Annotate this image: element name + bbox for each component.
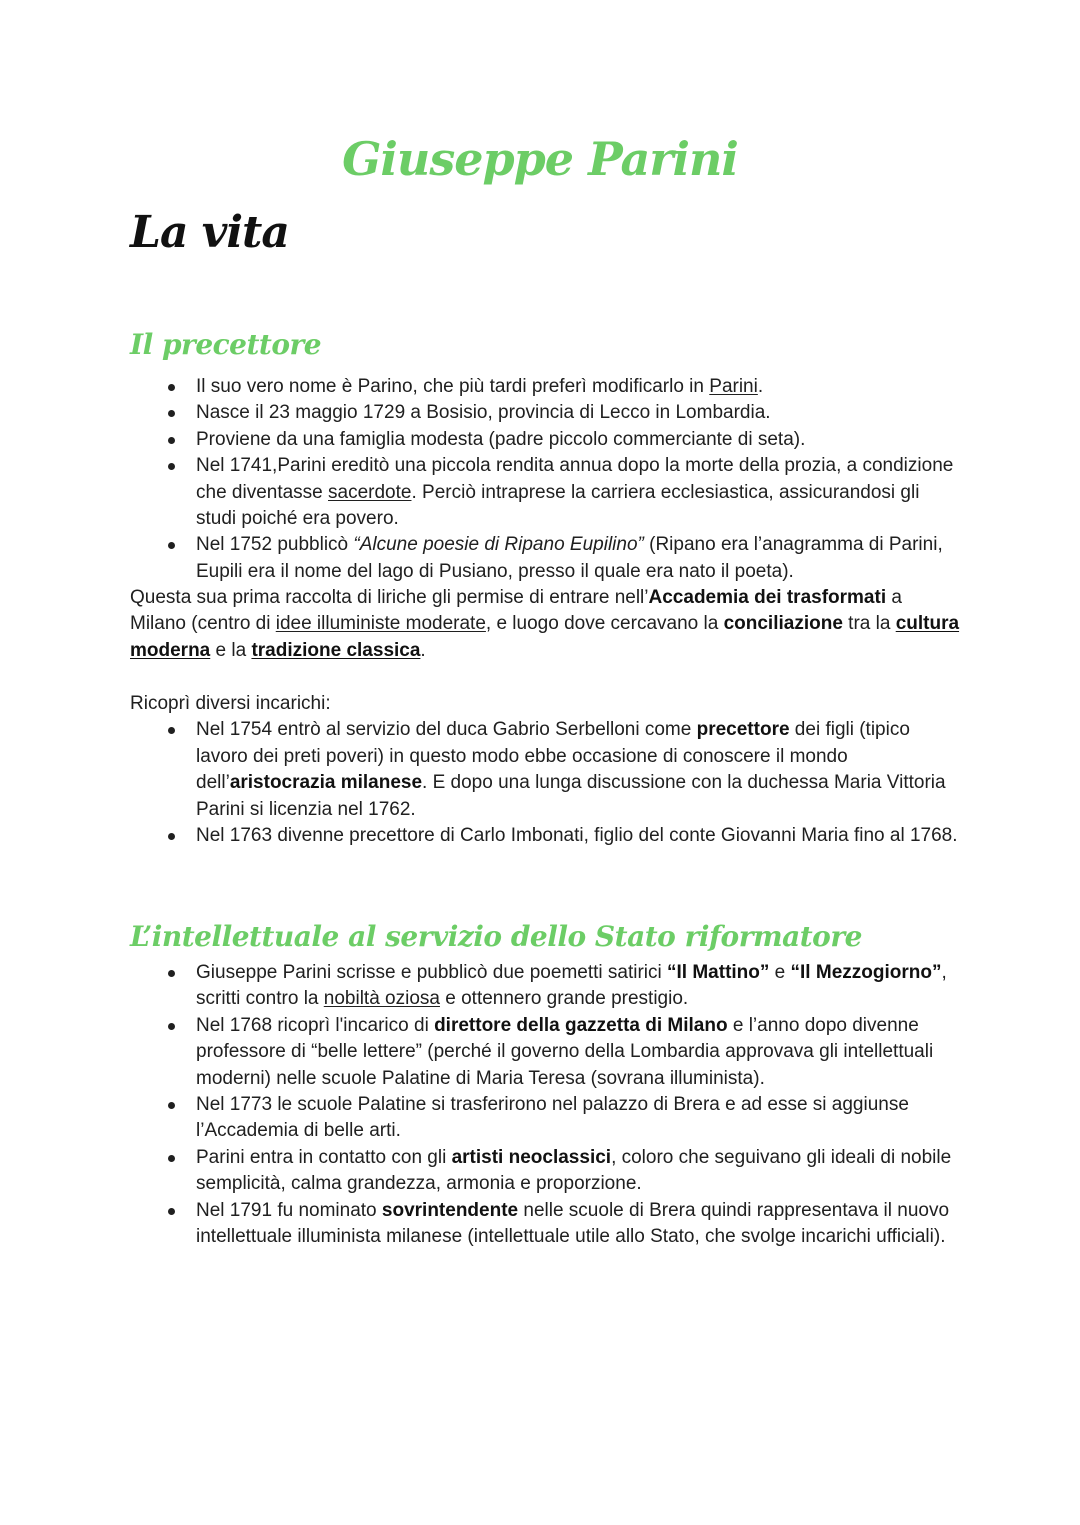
- text: e la: [210, 639, 252, 661]
- list-item: [130, 717, 960, 823]
- text: Parini entra in contatto con gli: [196, 1146, 452, 1168]
- list-item: [130, 453, 960, 532]
- text: Giuseppe Parini scrisse e pubblicò due poemetti satirici: [196, 962, 668, 983]
- text: . Perciò intraprese la carriera ecclesiastica, assicurandosi gli studi poiché era povero.: [196, 481, 920, 530]
- text: , scritti contro la: [196, 962, 947, 1010]
- bold-text: conciliazione: [723, 613, 843, 635]
- list-item: [130, 823, 960, 849]
- bold-text: aristocrazia milanese: [229, 772, 423, 794]
- underlined-text: nobiltà oziosa: [323, 988, 440, 1010]
- list-item: [130, 960, 960, 1013]
- text: Nel 1763 divenne precettore di Carlo Imbonati, figlio del conte Giovanni Maria fino al 1768.: [196, 825, 958, 847]
- bold-text: Accademia dei trasformati: [648, 587, 887, 608]
- bold-text: “Il Mezzogiorno”: [790, 962, 942, 983]
- text: , coloro che seguivano gli ideali di nobile semplicità, calma grandezza, armonia e proporzione.: [196, 1146, 952, 1195]
- text: e ottennero grande prestigio.: [439, 988, 689, 1010]
- text: e l’anno dopo divenne professore di “belle lettere” (perché il governo della Lombardia approvava gli intellettuali moderni) nelle scuole Palatine di Maria Teresa (sovrana illuminista).: [196, 1014, 934, 1089]
- list-item: [130, 374, 960, 400]
- text: tra la: [842, 613, 896, 635]
- text: .: [757, 376, 764, 397]
- list-item: [130, 1145, 960, 1198]
- text: Nel 1768 ricoprì l'incarico di: [196, 1014, 435, 1036]
- text: a Milano (centro di: [130, 587, 902, 635]
- underlined-text: idee illuministe moderate: [275, 613, 486, 635]
- underlined-text: sacerdote: [328, 481, 412, 503]
- underlined-text: Parini: [709, 376, 758, 397]
- list-item: [130, 400, 960, 426]
- raccolta-paragraph: [130, 585, 960, 664]
- text: , e luogo dove cercavano la: [485, 613, 724, 635]
- text: .: [420, 639, 426, 661]
- bold-text: sovrintendente: [381, 1199, 519, 1221]
- italic-text: “Alcune poesie di Ripano Eupilino”: [353, 534, 644, 556]
- list-item: [130, 1092, 960, 1145]
- text: e: [769, 962, 791, 983]
- text: (Ripano era l’anagramma di Parini, Eupili era il nome del lago di Pusiano, presso il quale era nato il poeta).: [196, 534, 943, 582]
- document-title: Giuseppe Parini: [342, 132, 738, 186]
- text: Nasce il 23 maggio 1729 a Bosisio, provincia di Lecco in Lombardia.: [196, 402, 771, 424]
- incarichi-intro: Ricoprì diversi incarichi:: [130, 693, 331, 714]
- bold-text: precettore: [696, 719, 790, 741]
- bold-text: direttore della gazzetta di Milano: [434, 1014, 728, 1036]
- text: Questa sua prima raccolta di liriche gli permise di entrare nell’: [130, 587, 649, 608]
- list-item: [130, 1013, 960, 1092]
- bold-underlined-text: tradizione classica: [251, 639, 421, 661]
- bold-text: artisti neoclassici: [451, 1146, 612, 1168]
- bold-text: “Il Mattino”: [667, 962, 770, 983]
- section-heading: La vita: [130, 207, 289, 258]
- text: Proviene da una famiglia modesta (padre piccolo commerciante di seta).: [196, 428, 806, 450]
- text: nelle scuole di Brera quindi rappresentava il nuovo intellettuale illuminista milanese (intellettuale utile allo Stato, che svolge incarichi ufficiali).: [196, 1199, 950, 1248]
- precettore-list: [130, 374, 960, 585]
- text: Nel 1773 le scuole Palatine si trasferirono nel palazzo di Brera e ad esse si aggiunse l’Accademia di belle arti.: [196, 1094, 909, 1142]
- subsection-heading-intellettuale: L’intellettuale al servizio dello Stato riformatore: [130, 920, 862, 953]
- list-item: [130, 532, 960, 585]
- text: Nel 1741,Parini ereditò una piccola rendita annua dopo la morte della prozia, a condizione che diventasse: [196, 455, 954, 503]
- text: Il suo vero nome è Parino, che più tardi preferì modificarlo in: [196, 376, 710, 397]
- subsection-heading-precettore: Il precettore: [130, 328, 322, 361]
- text: Nel 1791 fu nominato: [196, 1199, 382, 1221]
- bold-underlined-text: cultura moderna: [130, 613, 960, 661]
- text: Nel 1754 entrò al servizio del duca Gabrio Serbelloni come: [196, 719, 697, 741]
- list-item: [130, 1198, 960, 1251]
- incarichi-block: [130, 691, 960, 849]
- intellettuale-list: [130, 960, 960, 1250]
- text: Nel 1752 pubblicò: [196, 534, 354, 556]
- text: . E dopo una lunga discussione con la duchessa Maria Vittoria Parini si licenzia nel 1762.: [196, 772, 946, 820]
- text: dei figli (tipico lavoro dei preti poveri) in questo modo ebbe occasione di conoscere il mondo dell’: [196, 719, 910, 794]
- list-item: [130, 427, 960, 453]
